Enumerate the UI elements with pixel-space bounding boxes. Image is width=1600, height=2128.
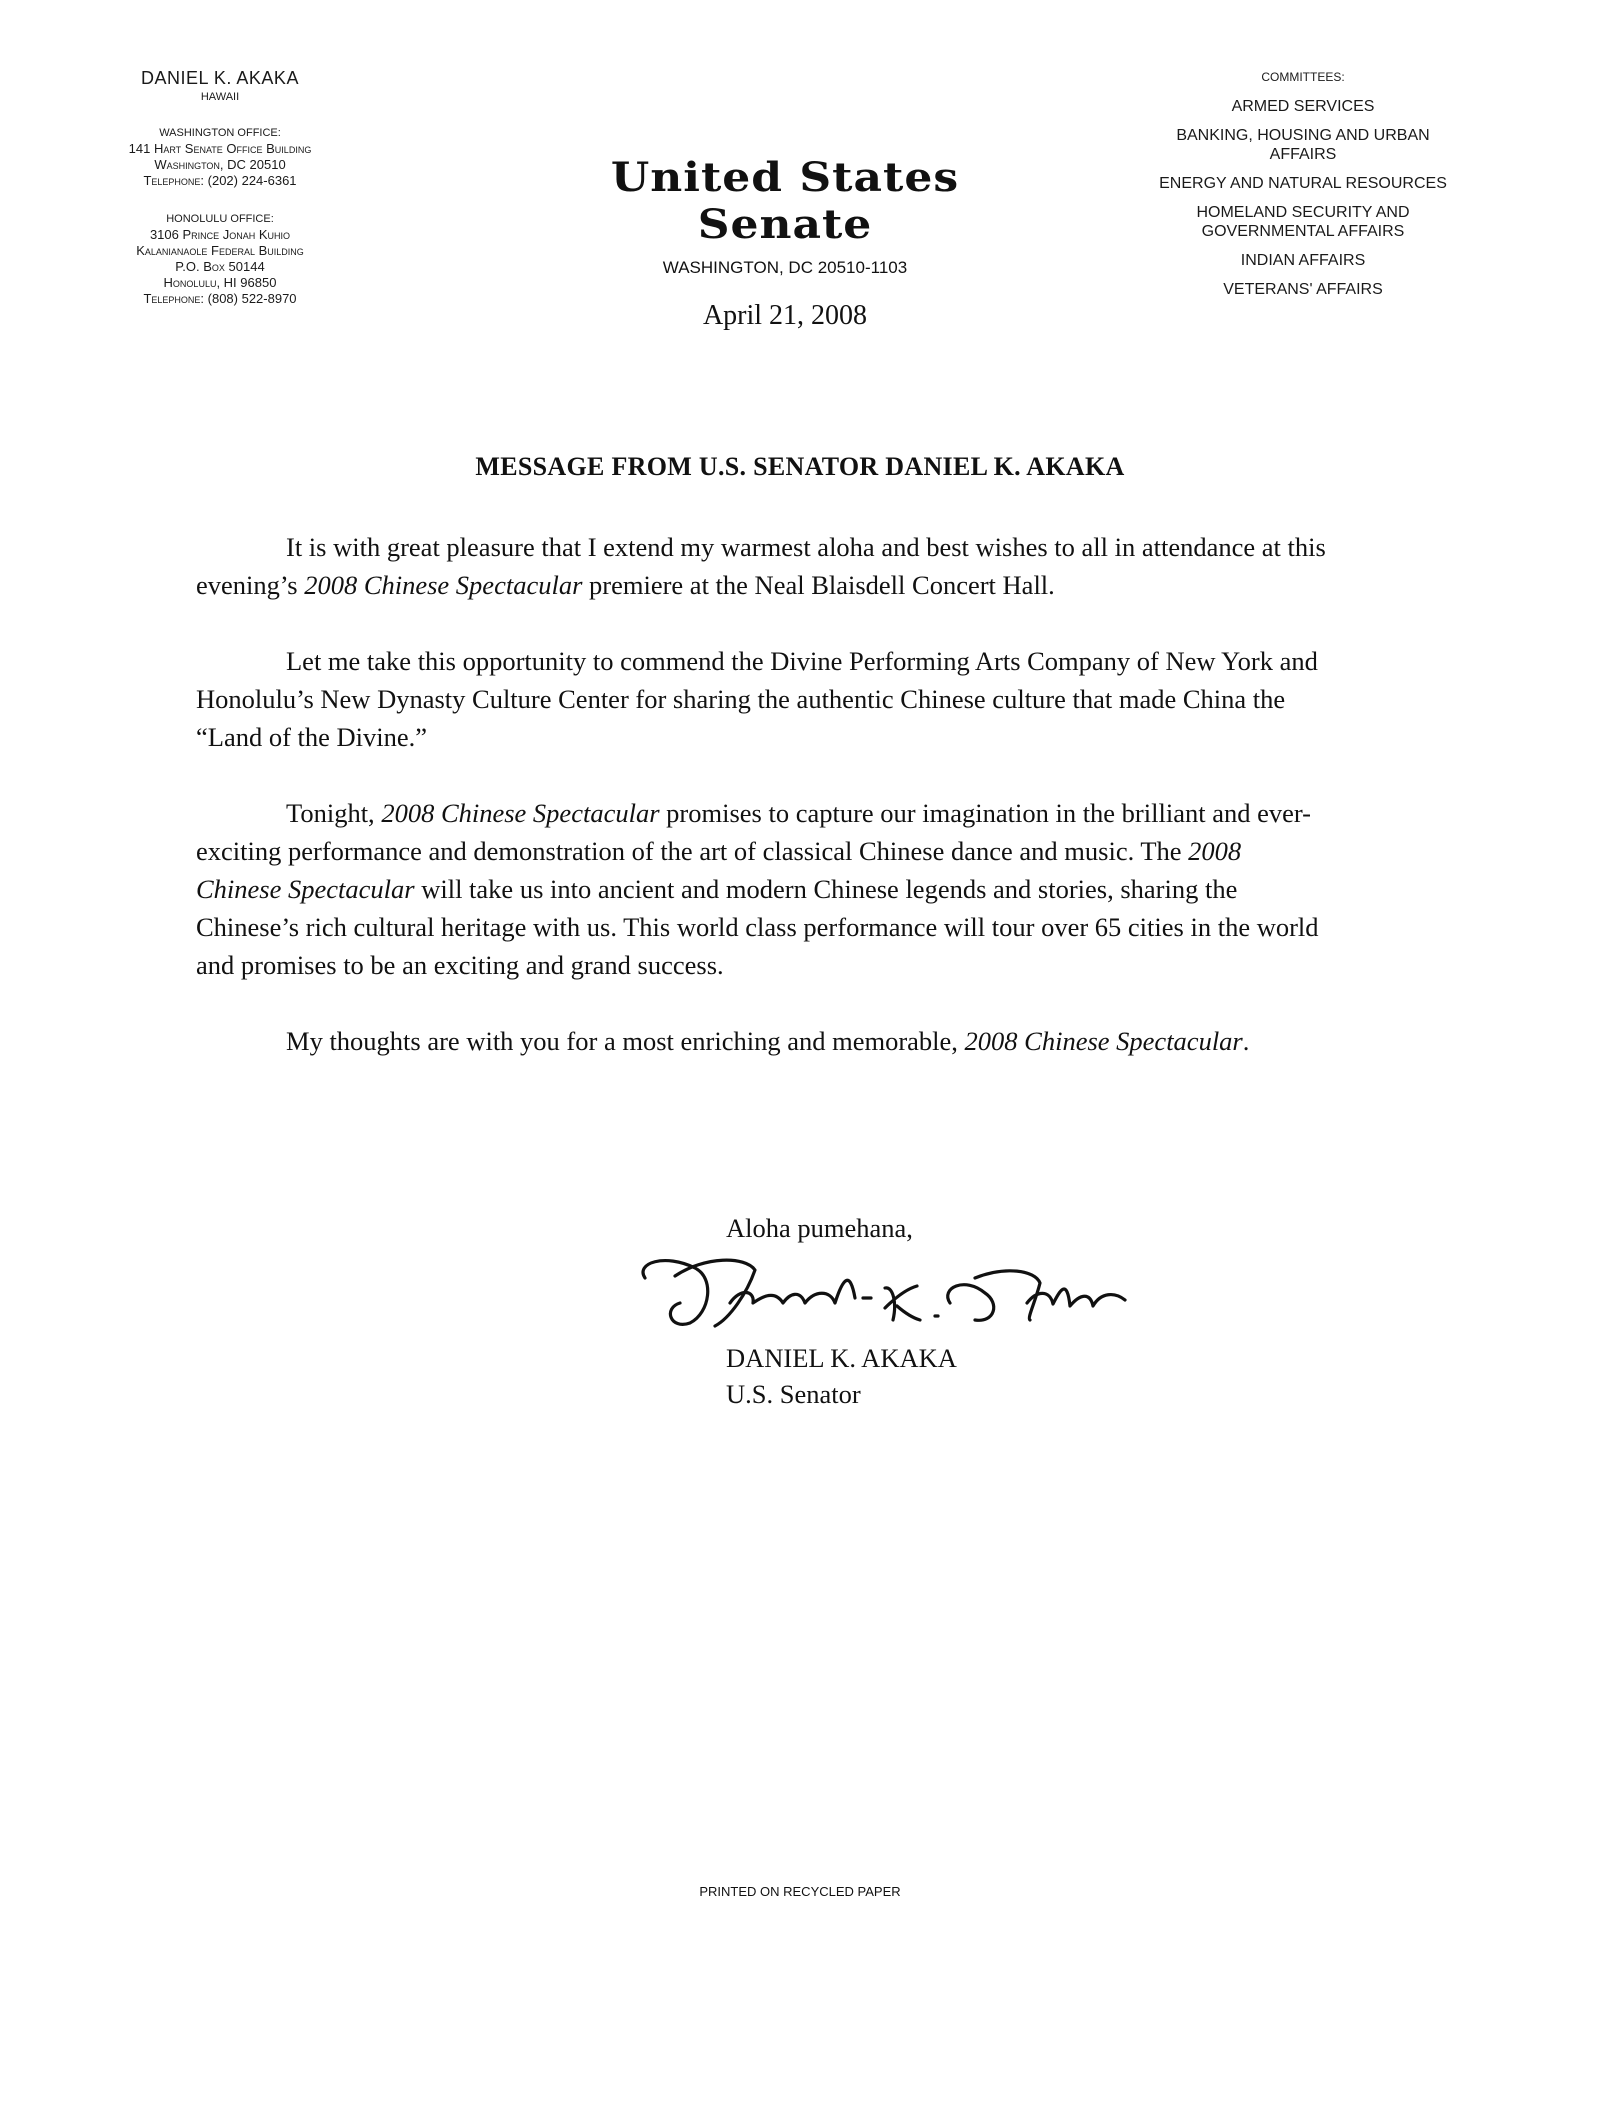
event-title: 2008 Chinese Spectacular [964, 1026, 1243, 1056]
text-run: It is with great pleasure that I extend my warmest aloha and best wishes to all in attendance at this evening’s [196, 532, 1326, 600]
signer-title: U.S. Senator [726, 1379, 861, 1409]
paragraph [196, 794, 1326, 984]
event-title: 2008 Chinese Spectacular [381, 798, 660, 828]
washington-office-phone: Telephone: (202) 224-6361 [143, 173, 297, 188]
letter-body [196, 528, 1326, 1098]
committee-item: ENERGY AND NATURAL RESOURCES [1159, 175, 1447, 192]
washington-office-line: Washington, DC 20510 [154, 157, 286, 172]
honolulu-office-line: 3106 Prince Jonah Kuhio [149, 227, 291, 242]
text-run: . [1242, 1026, 1250, 1056]
paragraph: Let me take this opportunity to commend the Divine Performing Arts Company of New York and Honolulu’s New Dynasty Culture Center for sharing the authentic Chinese culture that made China the “Land of the Divine.” [196, 646, 1318, 752]
letterhead-office-block [90, 68, 350, 307]
committee-item: BANKING, HOUSING AND URBAN AFFAIRS [1176, 127, 1430, 163]
committees-heading: COMMITTEES: [1261, 70, 1345, 84]
text-run: premiere at the Neal Blaisdell Concert Hall. [582, 570, 1055, 600]
paragraph [196, 528, 1326, 604]
event-title: 2008 Chinese Spectacular [196, 836, 1242, 904]
event-title: 2008 Chinese Spectacular [304, 570, 583, 600]
committee-item: ARMED SERVICES [1231, 98, 1375, 115]
text-run: will take us into ancient and modern Chinese legends and stories, sharing the Chinese’s rich cultural heritage with us. This world class performance will tour over 65 cities in the world and promises to be an exciting and grand success. [196, 874, 1319, 980]
senate-letterhead [540, 150, 1030, 278]
honolulu-office [90, 211, 350, 307]
washington-office-line: 141 Hart Senate Office Building [128, 141, 312, 156]
honolulu-office-heading: HONOLULU OFFICE: [166, 213, 274, 225]
text-run: Tonight, [286, 798, 382, 828]
senate-wordmark: United States Senate [610, 154, 960, 248]
text-run: promises to capture our imagination in the brilliant and ever-exciting performance and demonstration of the art of classical Chinese dance and music. The [196, 798, 1311, 866]
paragraph [196, 1022, 1326, 1060]
signer-name: DANIEL K. AKAKA [726, 1343, 957, 1373]
senator-name: DANIEL K. AKAKA [141, 68, 299, 88]
letter-date: April 21, 2008 [702, 300, 868, 331]
washington-office-heading: WASHINGTON OFFICE: [159, 127, 281, 139]
honolulu-office-line: P.O. Box 50144 [175, 259, 265, 274]
senator-state: HAWAII [200, 91, 240, 103]
committee-item: INDIAN AFFAIRS [1240, 252, 1366, 269]
committee-item: HOMELAND SECURITY AND GOVERNMENTAL AFFAIRS [1196, 204, 1410, 240]
handwritten-signature [635, 1248, 1135, 1338]
text-run: My thoughts are with you for a most enriching and memorable, [286, 1026, 965, 1056]
washington-office [90, 125, 350, 189]
honolulu-office-line: Honolulu, HI 96850 [163, 275, 277, 290]
honolulu-office-phone: Telephone: (808) 522-8970 [143, 291, 297, 306]
committees-block [1148, 68, 1458, 309]
committee-item: VETERANS' AFFAIRS [1223, 281, 1383, 298]
honolulu-office-line: Kalanianaole Federal Building [136, 243, 304, 258]
letter-heading: MESSAGE FROM U.S. SENATOR DANIEL K. AKAKA [475, 452, 1125, 481]
recycled-paper-note: PRINTED ON RECYCLED PAPER [699, 1884, 901, 1899]
closing: Aloha pumehana, [726, 1213, 913, 1243]
senate-address: WASHINGTON, DC 20510-1103 [662, 258, 908, 277]
